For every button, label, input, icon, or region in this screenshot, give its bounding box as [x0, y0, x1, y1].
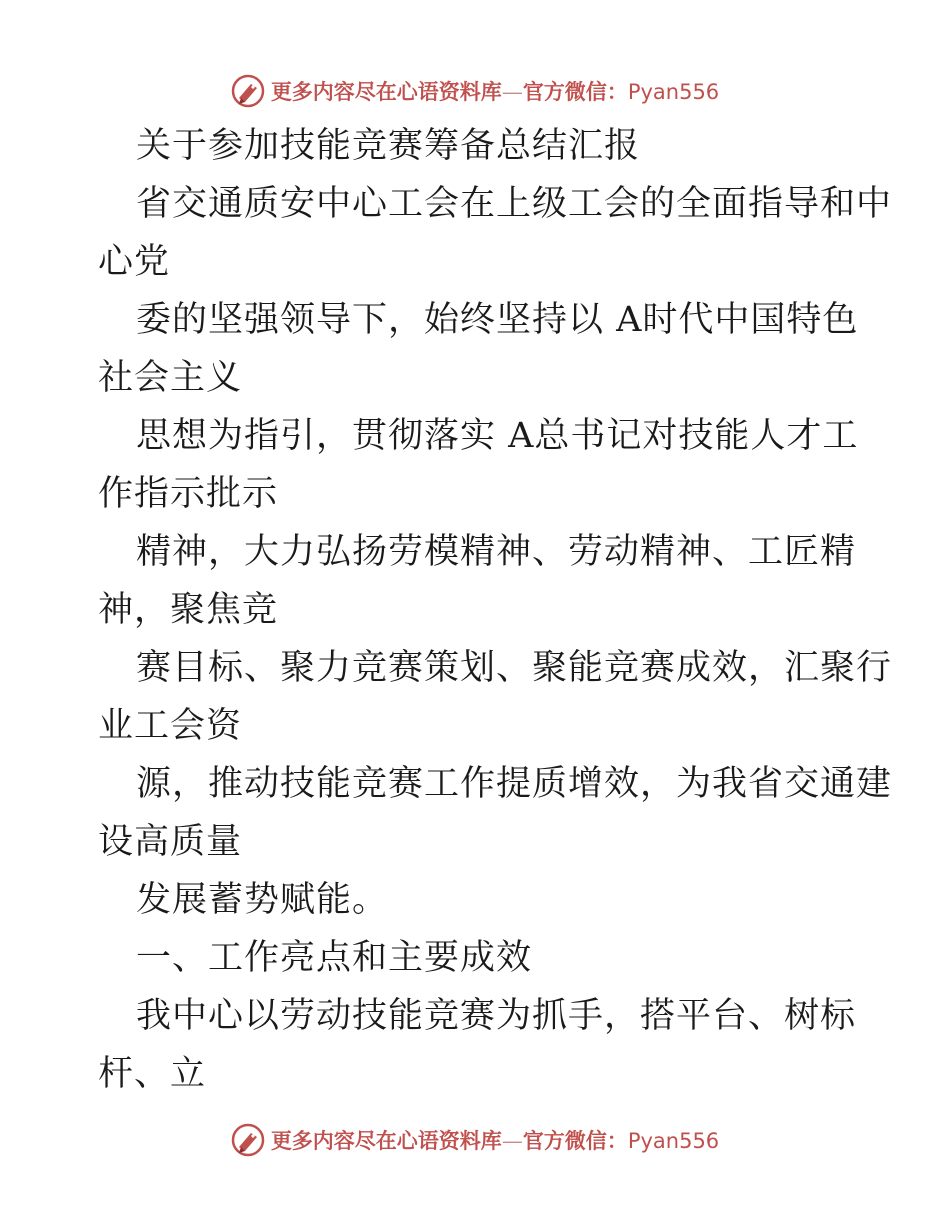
document-line: 心党 [98, 242, 171, 282]
header-banner-dash: — [501, 80, 523, 104]
footer-banner [0, 1120, 950, 1160]
document-line: 神，聚焦竞 [98, 590, 279, 630]
header-banner-main: 更多内容尽在心语资料库 [270, 79, 502, 104]
header-banner-wechat-label: 官方微信： [522, 79, 628, 104]
header-banner [0, 71, 950, 111]
footer-banner-wechat-id: Pyan556 [627, 1129, 720, 1153]
footer-banner-dash: — [501, 1129, 523, 1153]
document-line: 作指示批示 [98, 474, 279, 514]
footer-banner-main: 更多内容尽在心语资料库 [270, 1128, 502, 1153]
document-line: 社会主义 [98, 358, 243, 398]
document-line: 省交通质安中心工会在上级工会的全面指导和中 [136, 184, 893, 224]
footer-banner-wechat-label: 官方微信： [522, 1128, 628, 1153]
pen-nib-logo-icon [231, 74, 265, 108]
document-line: 业工会资 [98, 706, 243, 746]
document-body [98, 117, 898, 1103]
document-line: 源，推动技能竞赛工作提质增效，为我省交通建 [136, 764, 893, 804]
document-line: 杆、立 [98, 1054, 207, 1094]
document-title: 关于参加技能竞赛筹备总结汇报 [136, 126, 641, 166]
header-banner-text [271, 76, 719, 106]
document-line: 我中心以劳动技能竞赛为抓手，搭平台、树标 [136, 996, 857, 1036]
document-line: 委的坚强领导下，始终坚持以 A时代中国特色 [136, 300, 859, 340]
document-line: 发展蓄势赋能。 [136, 880, 389, 920]
header-banner-wechat-id: Pyan556 [627, 80, 720, 104]
document-line: 精神，大力弘扬劳模精神、劳动精神、工匠精 [136, 532, 857, 572]
pen-nib-logo-icon [231, 1123, 265, 1157]
footer-banner-text [271, 1125, 719, 1155]
document-line: 赛目标、聚力竞赛策划、聚能竞赛成效，汇聚行 [136, 648, 893, 688]
document-line: 设高质量 [98, 822, 243, 862]
document-line: 思想为指引，贯彻落实 A总书记对技能人才工 [136, 416, 859, 456]
section-heading: 一、工作亮点和主要成效 [136, 938, 533, 978]
